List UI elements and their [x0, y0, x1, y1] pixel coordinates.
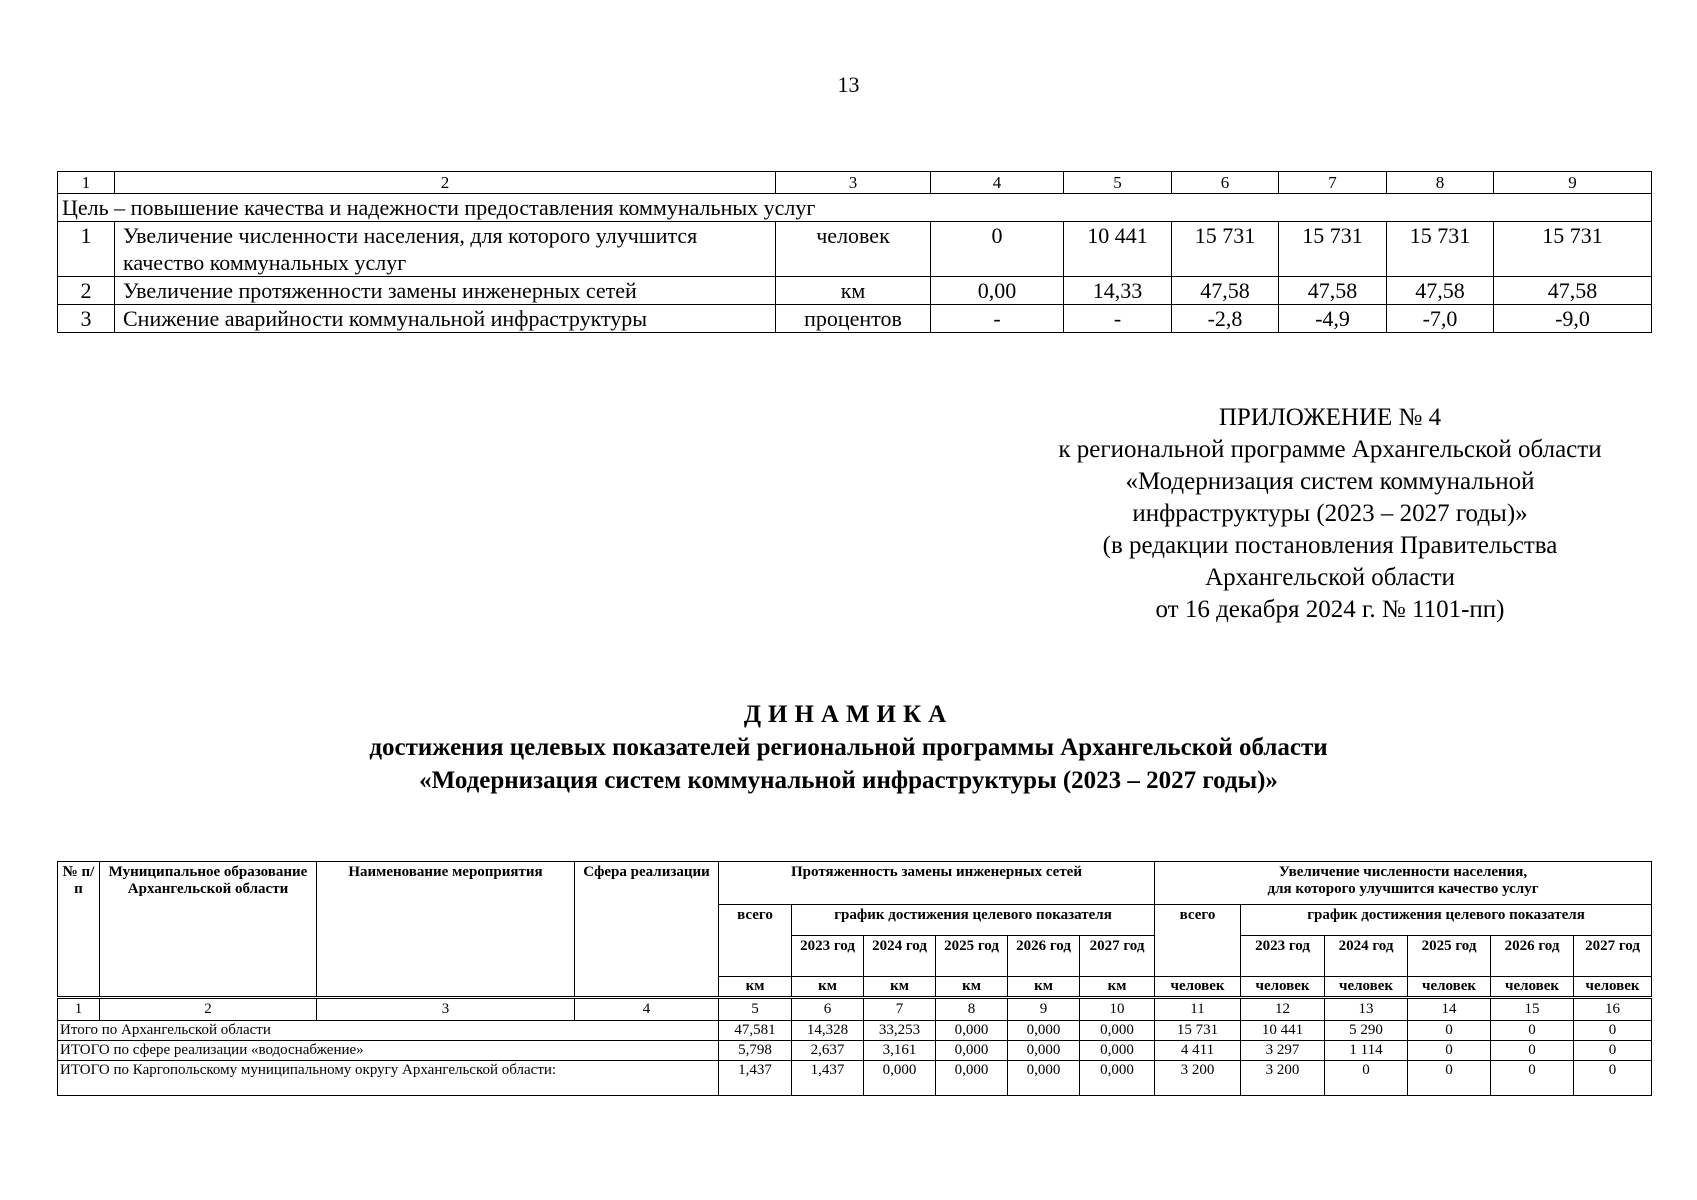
header-year: 2027 год	[1080, 936, 1155, 977]
unit-people: человек	[1155, 977, 1241, 998]
appendix-block	[1000, 402, 1660, 626]
row-label: ИТОГО по Каргопольскому муниципальному округу Архангельской области:	[58, 1061, 719, 1096]
table-header-row	[58, 172, 1652, 194]
value-cell: 15 731	[1387, 222, 1494, 277]
value-cell: 15 731	[1494, 222, 1652, 277]
unit-people: человек	[1574, 977, 1652, 998]
value-cell: -4,9	[1279, 305, 1387, 333]
header-cell: 8	[1387, 172, 1494, 194]
appendix-line: от 16 декабря 2024 г. № 1101-пп)	[1155, 596, 1505, 623]
row-number: 1	[58, 222, 115, 277]
value-cell: 47,58	[1387, 277, 1494, 305]
goal-row	[58, 194, 1652, 222]
header-row	[58, 862, 1652, 905]
value-cell: 47,581	[719, 1021, 792, 1041]
header-population-line: Увеличение численности населения,	[1278, 864, 1528, 880]
header-year: 2025 год	[936, 936, 1008, 977]
value-cell: 47,58	[1279, 277, 1387, 305]
unit-km: км	[936, 977, 1008, 998]
value-cell: 0	[1325, 1061, 1408, 1096]
unit-km: км	[864, 977, 936, 998]
value-cell: -2,8	[1172, 305, 1279, 333]
value-cell: 15 731	[1155, 1021, 1241, 1041]
header-schedule-people: график достижения целевого показателя	[1241, 905, 1652, 936]
header-no: № п/п	[58, 862, 100, 998]
header-cell: 3	[776, 172, 931, 194]
value-cell: 0,000	[1080, 1041, 1155, 1061]
header-year: 2024 год	[864, 936, 936, 977]
appendix-line: к региональной программе Архангельской области	[1058, 436, 1602, 463]
unit-cell: человек	[776, 222, 931, 277]
value-cell: 0	[1408, 1061, 1491, 1096]
value-cell: 3 200	[1155, 1061, 1241, 1096]
value-cell: 15 731	[1279, 222, 1387, 277]
column-number: 15	[1491, 998, 1574, 1021]
appendix-line: инфраструктуры (2023 – 2027 годы)»	[1132, 500, 1528, 527]
value-cell: 0,000	[1008, 1021, 1080, 1041]
value-cell: 3 297	[1241, 1041, 1325, 1061]
column-number: 13	[1325, 998, 1408, 1021]
dynamics-table	[57, 861, 1652, 1096]
value-cell: 4 411	[1155, 1041, 1241, 1061]
column-number: 1	[58, 998, 100, 1021]
indicator-name: Увеличение протяженности замены инженерных сетей	[115, 277, 776, 305]
header-total-people: всего	[1155, 905, 1241, 977]
unit-km: км	[719, 977, 792, 998]
value-cell: 0	[1574, 1041, 1652, 1061]
value-cell: 0	[1491, 1021, 1574, 1041]
header-cell: 6	[1172, 172, 1279, 194]
header-event: Наименование мероприятия	[317, 862, 575, 998]
table-row	[58, 277, 1652, 305]
value-cell: 0,00	[931, 277, 1064, 305]
column-number: 11	[1155, 998, 1241, 1021]
column-number: 6	[792, 998, 864, 1021]
table-row	[58, 1061, 1652, 1096]
header-total-km: всего	[719, 905, 792, 977]
unit-cell: км	[776, 277, 931, 305]
column-number: 4	[575, 998, 719, 1021]
title-line: достижения целевых показателей региональной программы Архангельской области	[369, 734, 1328, 761]
table-row	[58, 1041, 1652, 1061]
appendix-line: Архангельской области	[1205, 564, 1455, 591]
value-cell: 14,328	[792, 1021, 864, 1041]
unit-people: человек	[1241, 977, 1325, 998]
column-number: 14	[1408, 998, 1491, 1021]
header-cell: 7	[1279, 172, 1387, 194]
appendix-line: (в редакции постановления Правительства	[1102, 532, 1558, 559]
indicator-name: Снижение аварийности коммунальной инфраструктуры	[115, 305, 776, 333]
unit-cell: процентов	[776, 305, 931, 333]
table-row	[58, 305, 1652, 333]
value-cell: 0	[1574, 1021, 1652, 1041]
value-cell: 0,000	[936, 1021, 1008, 1041]
value-cell: 0,000	[936, 1041, 1008, 1061]
column-number: 7	[864, 998, 936, 1021]
header-sphere: Сфера реализации	[575, 862, 719, 998]
header-networks: Протяженность замены инженерных сетей	[719, 862, 1155, 905]
value-cell: 0	[1574, 1061, 1652, 1096]
column-number: 9	[1008, 998, 1080, 1021]
header-municipality: Муниципальное образование Архангельской области	[100, 862, 317, 998]
value-cell: 33,253	[864, 1021, 936, 1041]
value-cell: 10 441	[1241, 1021, 1325, 1041]
unit-people: человек	[1408, 977, 1491, 998]
value-cell: 0	[1408, 1041, 1491, 1061]
unit-km: км	[1008, 977, 1080, 998]
value-cell: 0,000	[1008, 1041, 1080, 1061]
value-cell: 0,000	[1080, 1021, 1155, 1041]
indicators-table	[57, 171, 1652, 333]
value-cell: 0,000	[1008, 1061, 1080, 1096]
header-year: 2023 год	[792, 936, 864, 977]
value-cell: -	[931, 305, 1064, 333]
header-year: 2024 год	[1325, 936, 1408, 977]
value-cell: 1 114	[1325, 1041, 1408, 1061]
header-schedule-km: график достижения целевого показателя	[792, 905, 1155, 936]
value-cell: 0,000	[936, 1061, 1008, 1096]
header-year: 2026 год	[1491, 936, 1574, 977]
value-cell: 2,637	[792, 1041, 864, 1061]
value-cell: 47,58	[1172, 277, 1279, 305]
value-cell: 5,798	[719, 1041, 792, 1061]
row-label: ИТОГО по сфере реализации «водоснабжение»	[58, 1041, 719, 1061]
goal-text: Цель – повышение качества и надежности предоставления коммунальных услуг	[58, 194, 1652, 222]
header-population-line: для которого улучшится качество услуг	[1267, 881, 1539, 897]
page-number: 13	[837, 72, 860, 97]
column-number: 12	[1241, 998, 1325, 1021]
title-line: «Модернизация систем коммунальной инфраструктуры (2023 – 2027 годы)»	[419, 767, 1278, 794]
value-cell: 0	[1491, 1061, 1574, 1096]
value-cell: 3,161	[864, 1041, 936, 1061]
value-cell: 14,33	[1064, 277, 1172, 305]
row-number: 3	[58, 305, 115, 333]
value-cell: 0,000	[1080, 1061, 1155, 1096]
value-cell: 10 441	[1064, 222, 1172, 277]
row-label: Итого по Архангельской области	[58, 1021, 719, 1041]
unit-people: человек	[1325, 977, 1408, 998]
value-cell: 3 200	[1241, 1061, 1325, 1096]
appendix-line: «Модернизация систем коммунальной	[1125, 468, 1535, 495]
value-cell: -	[1064, 305, 1172, 333]
header-year: 2023 год	[1241, 936, 1325, 977]
value-cell: 0,000	[864, 1061, 936, 1096]
header-year: 2025 год	[1408, 936, 1491, 977]
value-cell: 1,437	[792, 1061, 864, 1096]
header-cell: 1	[58, 172, 115, 194]
value-cell: -9,0	[1494, 305, 1652, 333]
table-row	[58, 222, 1652, 277]
header-year: 2027 год	[1574, 936, 1652, 977]
column-number: 8	[936, 998, 1008, 1021]
value-cell: 47,58	[1494, 277, 1652, 305]
header-cell: 9	[1494, 172, 1652, 194]
column-number: 10	[1080, 998, 1155, 1021]
value-cell: 0	[931, 222, 1064, 277]
header-year: 2026 год	[1008, 936, 1080, 977]
header-cell: 2	[115, 172, 776, 194]
value-cell: 15 731	[1172, 222, 1279, 277]
value-cell: 0	[1491, 1041, 1574, 1061]
row-number: 2	[58, 277, 115, 305]
column-number: 3	[317, 998, 575, 1021]
column-number: 2	[100, 998, 317, 1021]
title-main: ДИНАМИКА	[743, 701, 954, 728]
unit-km: км	[792, 977, 864, 998]
value-cell: 1,437	[719, 1061, 792, 1096]
column-number: 16	[1574, 998, 1652, 1021]
unit-people: человек	[1491, 977, 1574, 998]
appendix-line: ПРИЛОЖЕНИЕ № 4	[1218, 404, 1442, 431]
indicator-name: Увеличение численности населения, для которого улучшится качество коммунальных услуг	[115, 222, 776, 277]
value-cell: -7,0	[1387, 305, 1494, 333]
header-cell: 5	[1064, 172, 1172, 194]
column-number: 5	[719, 998, 792, 1021]
unit-km: км	[1080, 977, 1155, 998]
table-row	[58, 1021, 1652, 1041]
value-cell: 0	[1408, 1021, 1491, 1041]
document-title	[0, 698, 1697, 797]
value-cell: 5 290	[1325, 1021, 1408, 1041]
header-cell: 4	[931, 172, 1064, 194]
header-population	[1155, 862, 1652, 905]
column-numbers-row	[58, 998, 1652, 1021]
